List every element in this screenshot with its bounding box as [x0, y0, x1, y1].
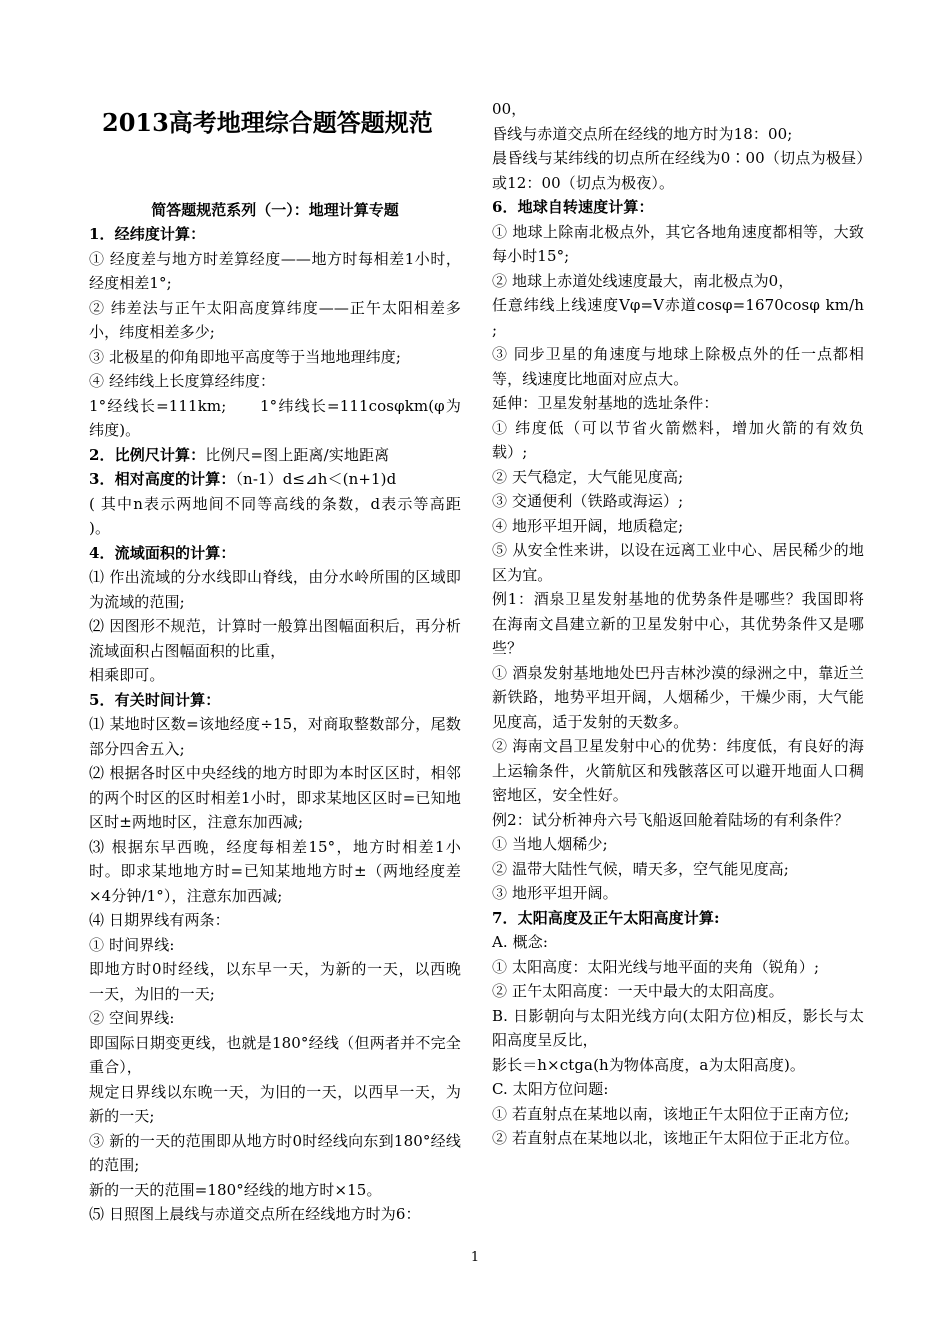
section-heading — [89, 688, 461, 713]
heading-content: 比例尺=图上距离/实地距离 — [205, 445, 390, 464]
paragraph — [89, 492, 461, 541]
paragraph-text: 相乘即可。 — [89, 666, 165, 684]
paragraph-text: C. 太阳方位问题: — [492, 1080, 609, 1098]
paragraph-text: 影长＝h×ctga(h为物体高度，a为太阳高度)。 — [492, 1055, 806, 1074]
paragraph — [492, 220, 864, 269]
paragraph — [492, 832, 864, 857]
paragraph-text: ① 太阳高度：太阳光线与地平面的夹角（锐角）; — [492, 957, 820, 976]
paragraph-text: 晨昏线与某纬线的切点所在经线为0∶00（切点为极昼）或12：00（切点为极夜）。 — [492, 149, 864, 192]
section-heading — [89, 443, 461, 468]
section-heading — [89, 222, 461, 247]
paragraph-text: ⑴ 作出流域的分水线即山脊线，由分水岭所围的区域即为流域的范围; — [89, 568, 461, 611]
paragraph-text: ② 空间界线: — [89, 1009, 175, 1027]
paragraph — [492, 269, 864, 294]
paragraph-text: ⑤ 从安全性来讲，以设在远离工业中心、居民稀少的地区为宜。 — [492, 541, 864, 584]
paragraph-text: ⑵ 因图形不规范，计算时一般算出图幅面积后，再分析流域面积占图幅面积的比重， — [89, 617, 461, 660]
paragraph — [492, 342, 864, 391]
paragraph — [492, 391, 864, 416]
paragraph-text: ① 当地人烟稀少; — [492, 835, 608, 853]
paragraph — [492, 857, 864, 882]
paragraph-text: ( 其中n表示两地间不同等高线的条数，d表示等高距 )。 — [89, 494, 461, 537]
paragraph-text: B. 日影朝向与太阳光线方向(太阳方位)相反，影长与太阳高度呈反比， — [492, 1006, 864, 1049]
section-heading — [492, 195, 864, 220]
paragraph-text: ① 酒泉发射基地地处巴丹吉林沙漠的绿洲之中，靠近兰新铁路，地势平坦开阔，人烟稀少，干燥少雨，大气能见度高，适于发射的天数多。 — [492, 663, 864, 731]
paragraph-text: ③ 同步卫星的角速度与地球上除极点外的任一点都相等，线速度比地面对应点大。 — [492, 345, 864, 388]
paragraph-text: 新的一天的范围=180°经线的地方时×15。 — [89, 1180, 382, 1199]
paragraph — [492, 1077, 864, 1102]
paragraph — [492, 1126, 864, 1151]
paragraph — [89, 1031, 461, 1080]
paragraph-text: 1°经线长=111km; 1°纬线长=111cosφkm(φ为纬度)。 — [89, 396, 461, 439]
paragraph — [89, 933, 461, 958]
page-number: 1 — [470, 1250, 480, 1265]
paragraph-text: ① 纬度低（可以节省火箭燃料，增加火箭的有效负载）; — [492, 418, 864, 461]
paragraph — [89, 908, 461, 933]
paragraph — [492, 538, 864, 587]
paragraph — [89, 394, 461, 443]
paragraph — [89, 345, 461, 370]
paragraph — [492, 97, 864, 122]
section-heading — [492, 906, 864, 931]
heading-text: 3．相对高度的计算： — [89, 470, 236, 488]
paragraph — [492, 489, 864, 514]
paragraph — [492, 955, 864, 980]
paragraph — [492, 1004, 864, 1053]
paragraph-text: 延伸：卫星发射基地的选址条件： — [492, 394, 719, 412]
paragraph — [492, 293, 864, 342]
paragraph-text: ② 正午太阳高度：一天中最大的太阳高度。 — [492, 982, 784, 1000]
paragraph — [89, 1129, 461, 1178]
paragraph-text: ② 天气稳定，大气能见度高; — [492, 467, 684, 486]
paragraph-text: ⑵ 根据各时区中央经线的地方时即为本时区区时，相邻的两个时区的区时相差1小时，即求某地区区时=已知地区时±两地时区，注意东加西减; — [89, 764, 461, 831]
paragraph — [492, 661, 864, 735]
page-title: 2013高考地理综合题答题规范 — [102, 108, 433, 137]
paragraph-text: 例2：试分析神舟六号飞船返回舱着陆场的有利条件？ — [492, 810, 849, 829]
paragraph — [89, 247, 461, 296]
paragraph — [89, 1006, 461, 1031]
section-heading — [89, 467, 461, 492]
paragraph — [89, 1080, 461, 1129]
paragraph-text: ③ 新的一天的范围即从地方时0时经线向东到180°经线的范围; — [89, 1131, 461, 1174]
paragraph — [492, 465, 864, 490]
paragraph-text: ① 若直射点在某地以南，该地正午太阳位于正南方位; — [492, 1104, 850, 1123]
paragraph-text: ⑶ 根据东早西晚，经度每相差15°，地方时相差1小时。即求某地地方时=已知某地地方时±（两地经度差×4分钟/1°），注意东加西减; — [89, 837, 461, 905]
paragraph — [492, 122, 864, 147]
paragraph — [492, 881, 864, 906]
right-paragraphs — [492, 97, 864, 1151]
paragraph — [492, 930, 864, 955]
paragraph-text: ③ 北极星的仰角即地平高度等于当地地理纬度; — [89, 347, 402, 366]
section-heading — [89, 541, 461, 566]
paragraph — [89, 835, 461, 909]
paragraph-text: 即地方时0时经线，以东早一天，为新的一天，以西晚一天，为旧的一天; — [89, 960, 461, 1003]
paragraph-text: ⑴ 某地时区数=该地经度÷15，对商取整数部分，尾数部分四舍五入; — [89, 715, 461, 758]
paragraph — [89, 712, 461, 761]
paragraph-text: ⑸ 日照图上晨线与赤道交点所在经线地方时为6： — [89, 1205, 421, 1223]
paragraph-text: ② 地球上赤道处线速度最大，南北极点为0， — [492, 271, 794, 290]
paragraph-text: ② 海南文昌卫星发射中心的优势：纬度低，有良好的海上运输条件，火箭航区和残骸落区可以避开地面人口稠密地区，安全性好。 — [492, 737, 864, 804]
paragraph-text: ② 纬差法与正午太阳高度算纬度——正午太阳相差多小，纬度相差多少; — [89, 298, 461, 341]
paragraph-text: 即国际日期变更线，也就是180°经线（但两者并不完全重合）， — [89, 1033, 461, 1076]
paragraph — [89, 957, 461, 1006]
paragraph-text: ③ 交通便利（铁路或海运）; — [492, 492, 684, 510]
heading-text: 5．有关时间计算： — [89, 690, 221, 709]
paragraph — [89, 761, 461, 835]
paragraph-text: 规定日界线以东晚一天，为旧的一天，以西早一天，为新的一天; — [89, 1082, 461, 1125]
heading-text: 1．经纬度计算： — [89, 225, 206, 243]
paragraph — [492, 808, 864, 833]
paragraph-text: ① 经度差与地方时差算经度——地方时每相差1小时，经度相差1°; — [89, 249, 461, 292]
paragraph — [89, 565, 461, 614]
paragraph — [492, 734, 864, 808]
paragraph — [492, 1102, 864, 1127]
paragraph-text: ④ 地形平坦开阔，地质稳定; — [492, 516, 684, 535]
paragraph — [89, 296, 461, 345]
heading-content: （n-1）d≤⊿h＜(n+1)d — [235, 470, 397, 488]
paragraph — [492, 514, 864, 539]
paragraph — [492, 416, 864, 465]
paragraph-text: ① 时间界线: — [89, 935, 175, 954]
paragraph — [492, 1053, 864, 1078]
paragraph — [89, 369, 461, 394]
heading-text: 2．比例尺计算： — [89, 445, 206, 464]
paragraph — [89, 1178, 461, 1203]
heading-text: 7．太阳高度及正午太阳高度计算: — [492, 908, 720, 927]
paragraph-text: ⑷ 日期界线有两条： — [89, 911, 230, 929]
heading-text: 6．地球自转速度计算： — [492, 198, 654, 216]
section-subtitle: 简答题规范系列（一）：地理计算专题 — [151, 201, 399, 219]
paragraph — [89, 614, 461, 663]
paragraph — [89, 1202, 461, 1227]
paragraph — [89, 663, 461, 688]
heading-text: 4．流域面积的计算： — [89, 543, 236, 562]
paragraph — [492, 146, 864, 195]
paragraph-text: 昏线与赤道交点所在经线的地方时为18：00; — [492, 124, 793, 143]
left-paragraphs — [89, 222, 461, 1227]
paragraph — [492, 587, 864, 661]
paragraph-text: ④ 经纬线上长度算经纬度： — [89, 372, 276, 390]
paragraph-text: ② 若直射点在某地以北，该地正午太阳位于正北方位。 — [492, 1129, 860, 1147]
paragraph-text: ③ 地形平坦开阔。 — [492, 884, 618, 902]
paragraph-text: A. 概念: — [492, 933, 549, 951]
paragraph-text: 00， — [492, 100, 527, 118]
paragraph-text: ② 温带大陆性气候，晴天多，空气能见度高; — [492, 859, 789, 878]
paragraph-text: 例1：酒泉卫星发射基地的优势条件是哪些？我国即将在海南文昌建立新的卫星发射中心，其优势条件又是哪些？ — [492, 590, 864, 657]
paragraph — [492, 979, 864, 1004]
paragraph-text: 任意纬线上线速度Vφ=V赤道cosφ=1670cosφ km/h ; — [492, 296, 864, 339]
paragraph-text: ① 地球上除南北极点外，其它各地角速度都相等，大致每小时15°; — [492, 222, 864, 265]
